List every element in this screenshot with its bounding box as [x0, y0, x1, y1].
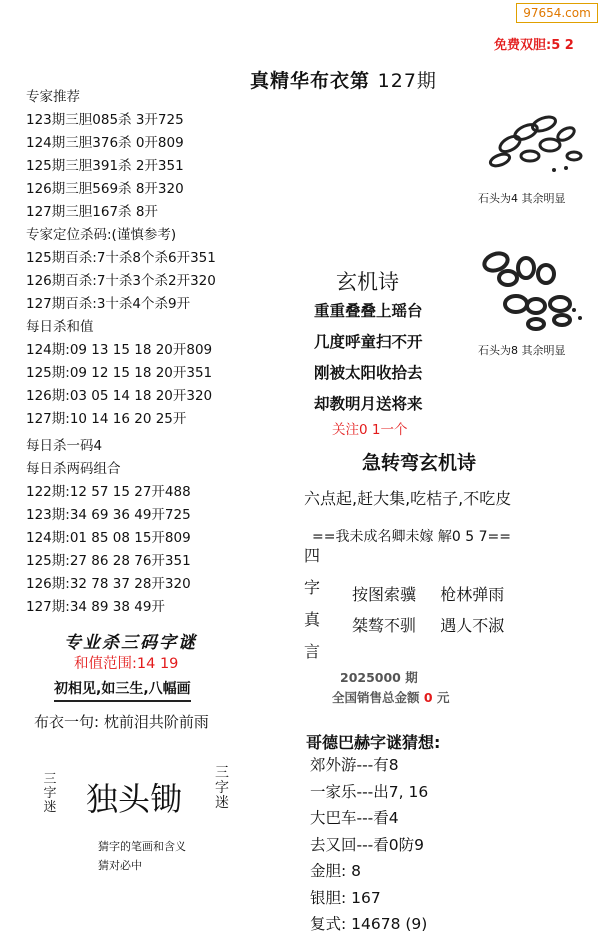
list-item: 124期:01 85 08 15开809 — [26, 530, 191, 546]
mystic-poem-title: 玄机诗 — [336, 270, 399, 294]
left-column — [26, 86, 216, 619]
site-badge[interactable]: 97654.com — [516, 3, 598, 23]
side-label-left: 三字迷 — [43, 772, 57, 815]
vertical-char: 真 — [304, 610, 321, 629]
list-item: 127期百杀:3十杀4个杀9开 — [26, 296, 191, 312]
riddle-hint-2: 猜对必中 — [98, 859, 142, 872]
position-kill-title: 专家定位杀码:(谨慎参考) — [26, 227, 177, 243]
poem-line: 重重叠叠上瑶台 — [314, 302, 423, 320]
title-issue: 127期 — [377, 70, 437, 92]
turn-poem-text: 六点起,赶大集,吃桔子,不吃皮 — [304, 489, 512, 508]
sales-line — [332, 688, 449, 706]
phrase: 按图索骥 — [352, 585, 417, 604]
sales-label: 全国销售总金额 — [332, 690, 420, 705]
list-item: 123期三胆085杀 3开725 — [26, 112, 184, 128]
list-item: 127期:10 14 16 20 25开 — [26, 411, 187, 427]
side-label-right: 三字迷 — [215, 765, 229, 811]
phrase: 桀骜不驯 — [352, 616, 417, 635]
list-item: 一家乐---出7, 16 — [310, 782, 429, 801]
riddle3-phrase: 初相见,如三生,八幅画 — [54, 678, 191, 702]
list-item: 金胆: 8 — [310, 862, 362, 880]
turn-poem-riddle: ==我未成名卿未嫁 解0 5 7== — [312, 529, 511, 545]
sales-period: 2025000 期 — [340, 670, 418, 685]
list-item: 125期:27 86 28 76开351 — [26, 553, 191, 569]
list-item: 去又回---看0防9 — [310, 835, 425, 854]
list-item: 125期:09 12 15 18 20开351 — [26, 365, 213, 381]
list-item: 127期三胆167杀 8开 — [26, 204, 158, 220]
vertical-char: 四 — [304, 546, 321, 565]
vertical-char: 字 — [304, 578, 321, 597]
mystic-poem — [314, 296, 423, 420]
riddle-main: 独头锄 — [86, 780, 183, 818]
list-item: 126期:03 05 14 18 20开320 — [26, 388, 213, 404]
page-title — [250, 66, 437, 93]
phrase: 枪林弹雨 — [440, 585, 505, 604]
four-words-row-2 — [352, 613, 504, 636]
riddle-hint-1: 猜字的笔画和含义 — [98, 840, 186, 853]
turn-poem-title: 急转弯玄机诗 — [362, 452, 477, 474]
focus-numbers: 关注0 1一个 — [332, 422, 408, 438]
daily-two-title: 每日杀两码组合 — [26, 461, 121, 477]
poem-line: 几度呼童扫不开 — [314, 333, 423, 351]
list-item: 125期百杀:7十杀8个杀6开351 — [26, 250, 216, 266]
daily-one: 每日杀一码4 — [26, 438, 103, 454]
sum-range: 和值范围:14 19 — [74, 656, 179, 672]
sales-amount: 0 — [423, 690, 433, 705]
expert-title: 专家推荐 — [26, 89, 80, 105]
list-item: 124期三胆376杀 0开809 — [26, 135, 184, 151]
stones-caption-2: 石头为8 其余明显 — [478, 344, 566, 357]
list-item: 123期:34 69 36 49开725 — [26, 507, 191, 523]
title-text: 真精华布衣第 — [250, 70, 371, 92]
stones-image-2 — [478, 246, 588, 336]
list-item: 127期:34 89 38 49开 — [26, 599, 165, 615]
list-item: 银胆: 167 — [310, 888, 381, 907]
poem-line: 刚被太阳收拾去 — [314, 364, 423, 382]
daily-sum-title: 每日杀和值 — [26, 319, 94, 335]
list-item: 126期百杀:7十杀3个杀2开320 — [26, 273, 216, 289]
four-words-chars — [304, 540, 320, 668]
list-item: 126期:32 78 37 28开320 — [26, 576, 191, 592]
goedel-title: 哥德巴赫字谜猜想: — [306, 733, 441, 752]
stones-caption-1: 石头为4 其余明显 — [478, 192, 566, 205]
vertical-char: 言 — [304, 642, 321, 661]
list-item: 124期:09 13 15 18 20开809 — [26, 342, 213, 358]
stones-image-1 — [488, 112, 588, 182]
free-pick: 免费双胆:5 2 — [494, 38, 574, 53]
list-item: 126期三胆569杀 8开320 — [26, 181, 184, 197]
poem-line: 却教明月送将来 — [314, 395, 423, 413]
list-item: 125期三胆391杀 2开351 — [26, 158, 184, 174]
sales-unit: 元 — [436, 690, 450, 705]
list-item: 122期:12 57 15 27开488 — [26, 484, 191, 500]
buyi-line: 布衣一句: 枕前泪共阶前雨 — [34, 713, 209, 731]
phrase: 遇人不淑 — [440, 616, 505, 635]
list-item: 大巴车---看4 — [310, 809, 399, 827]
list-item: 郊外游---有8 — [310, 756, 399, 774]
riddle3-title: 专业杀三码字谜 — [64, 633, 197, 653]
four-words-row-1 — [352, 582, 504, 605]
list-item: 复式: 14678 (9) — [310, 915, 428, 933]
